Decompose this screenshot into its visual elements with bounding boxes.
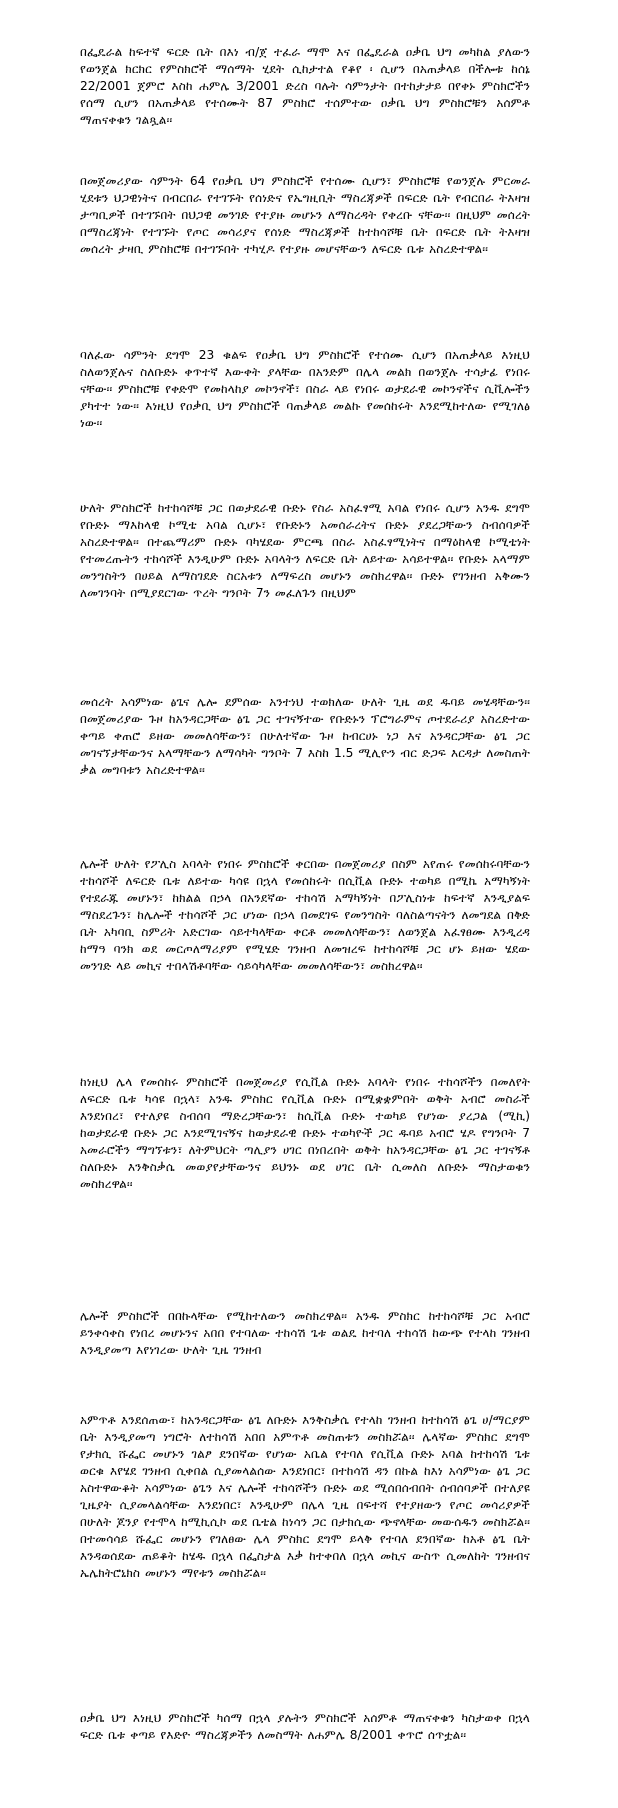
- paragraph-4: ሁለት ምስክሮች ከተከሳሾቹ ጋር በወታደራዊ ቡድኑ የስራ አስፈፃሚ አባል የነበሩ ሲሆን አንዱ ደግሞ የቡድኑ ማእከላዊ ኮሚቴ አባል ሲሆኑ፣ የቡድኑን አመሰራረትና ቡድኑ ያደረጋቸውን ስብሰባዎች አስረድተዋል፡፡ በተጨማሪም ቡድኑ ባካሄደው ምርጫ በስራ አስፈፃሚነትና በማዕከላዊ ኮሚቴነት የተመረጡትን ተከሳሾች እንዲሁም ቡድኑ አባላትን ለፍርድ ቤት ለይተው አሳይተዋል፡፡ የቡድኑ አላማም መንግስትን በሀይል ለማስገደድ ስርአቱን ለማፍረስ መሆኑን መስክረዋል፡፡ ቡድኑ የገንዘብ አቅሙን ለመገንባት በሚያደርገው ጥረት ግንቦት 7ን መፈለጉን በዚህም: [80, 501, 530, 600]
- paragraph-1: በፌዴራል ከፍተኛ ፍርድ ቤት በእነ ብ/ጀ ተፈራ ማሞ እና በፌዴራል ዐቃቤ ህግ መካከል ያለውን የወንጀል ክርክር የምስክሮች ማሰማት ሂደት ሲከታተል የቆየ ፡ ሲሆን በአጠቃላይ በችሎቱ ከሰኔ 22/2001 ጀምሮ እስከ ሐምሌ 3/2001 ድረስ ባሉት ሳምንታት በተከታታይ በየቀኑ ምስክሮችን የሰማ ሲሆን በአጠቃላይ የተሰሙት 87 ምስክሮ ተሰምተው ዐቃቤ ህግ ምስክሮቹን አሰምቶ ማጠናቀቁን ገልጿል፡፡: [80, 45, 530, 127]
- paragraph-2: በመጀመሪያው ሳምንት 64 የዐቃቤ ህግ ምስክሮች የተሰሙ ሲሆን፣ ምስክሮቹ የወንጀሉ ምርመራ ሂደቱን ህጋዊነትና በብርበራ የተገኙት የሰነድና የኤግዚቢት ማስረጃዎች በፍርድ ቤት የብርበራ ትእዛዝ ታጣቢዎች በተገኙበት በህጋዊ መንገድ የተያዙ መሆኑን ለማስረዳት የቀረቡ ናቸው፡፡ በዚህም መሰረት በማስረጃነት የተገኙት የጦር መሳሪያና የሰነድ ማስረጃዎች ከተከሳሾቹ ቤት በፍርድ ቤት ትእዛዝ መሰረት ታዛቢ ምስክሮቹ በተገኙበት ተካሂዶ የተያዙ መሆናቸውን ለፍርድ ቤቱ አስረድተዋል፡፡: [80, 174, 530, 256]
- paragraph-8: ሌሎች ምስክሮች በበኩላቸው የሚከተለውን መስክረዋል፡፡ አንዱ ምስክር ከተከሳሾቹ ጋር አብሮ ይንቀሳቀስ የነበረ መሆኑንና አበበ የተባለው ተከሳሽ ጌቱ ወልዴ ከተባለ ተከሳሽ ከውጭ የተላከ ገንዘብ እንዲያመጣ እየነገረው ሁለት ጊዜ ገንዘብ: [80, 1309, 530, 1357]
- paragraph-10: ዐቃቤ ህግ እነዚህ ምስክሮች ካሰማ በኋላ ያሉትን ምስክሮች አሰምቶ ማጠናቀቁን ካስታወቀ በኋላ ፍርድ ቤቱ ቀጣይ የእድዮ ማስረጃዎችን ለመስማት ለሐምሌ 8/2001 ቀጥሮ ሰጥቷል፡፡: [80, 1711, 530, 1742]
- paragraph-9: አምጥቶ እንደሰጠው፣ ከአንዳርጋቸው ፅጌ ለቡድኑ እንቅስቃሴ የተላከ ገንዘብ ከተከሳሽ ፅጌ ሀ/ማርያም ቤት እንዲያመጣ ነግሮት ለተከሳሽ አበበ አምጥቶ መስጠቱን መስክሯል፡፡ ሌላኛው ምስክር ደግሞ የታክሲ ሹፌር መሆኑን ገልፆ ደንበኛው የሆነው አቤል የተባለ የሲቪል ቡድኑ አባል ከተከሳሽ ጌቱ ወርቁ እየሄደ ገንዘብ ሲቀበል ሲያመላልሰው እንደነበር፣ በተከሳሽ ዳን በኩል ከእነ አሳምነው ፅጌ ጋር አስተዋውቆት አሳምነው ፅጌን እና ሌሎች ተከሳሾችን ቡድኑ ወደ ሚሰበሰብበት ሰብሰባዎች በተለያዩ ጊዜያት ሲያመላልሳቸው እንደነበር፣ እንዲሁም በሌላ ጊዜ በፍተሻ የተያዘውን የጦር መሳሪያዎች በሁለት ጆንያ የተሞላ ከሚኪሲኮ ወደ ቤቴል ከነሳን ጋር በታክሲው ጭኖላቸው መውሰዱን መስክሯል፡፡ በተመሳሳይ ሹፌር መሆኑን የገለፀው ሌላ ምስክር ደግሞ ይላቅ የተባለ ደንበኛው ከአቶ ፅጌ ቤት እንዳወሰደው ጠይቆት ከሄዱ በኋላ በፌስታል እቃ ከተቀበለ በኋላ መኪና ውስጥ ሲመለከት ገንዘብና ኤሌክትሮኒክስ መሆኑን ማየቱን መስክሯል፡፡: [80, 1413, 530, 1580]
- paragraph-6: ሌሎች ሁለት የፖሊስ አባላት የነበሩ ምስክሮች ቀርበው በመጀመሪያ በስም አየጠሩ የመሰከሩባቸውን ተከሳሾች ለፍርድ ቤቱ ለይተው ካሳዩ በኋላ የመሰከሩት በሲቪል ቡድኑ ተወካይ በሚኬ አማካኝነት የተደራጁ መሆኑን፣ ከክልል በኃላ በአንደኛው ተከሳሽ አማካኝነት በፖሊስነቱ ከፍተኛ እንዲያልፍ ማስደረጉን፣ ከሌሎች ተከሳሾች ጋር ሆነው በኃላ በመደገፍ የመንግስት ባለስልጣናትን ለመግደል በቅድ ቤት አካባቢ ስምሪት አድርገው ሳይተካላቸው ቀርቶ መመለሳቸውን፣ ለወንጀል አፈፃፀሙ እንዲረዳ ከማዓ ባንክ ወደ መርጦለማሪያም የሚሄድ ገንዘብ ለመዝረፍ ከተከሳሾቹ ጋር ሆኑ ይዘው ሄደው መንገድ ላይ መኪና ተበላሽቶባቸው ሳይሳካላቸው መመለሳቸውን፣ መስክረዋል፡፡: [80, 857, 530, 973]
- paragraph-3: ባለፈው ሳምንት ደግሞ 23 ቁልፍ የዐቃቤ ህግ ምስክሮች የተሰሙ ሲሆን በአጠቃላይ እነዚህ ስለወንጀሉና ስለቡድኑ ቀጥተኛ እውቀት ያላቸው በአንድም በሌላ መልክ በወንጀሉ ተሳታፊ የነበሩ ናቸው፡፡ ምስክሮቹ የቀድሞ የመከላከያ መኮንኖች፣ በስራ ላይ የነበሩ ወታደራዊ መኮንኖችና ሲቪሎችን ያካተተ ነው፡፡ እነዚህ የዐቃቢ ህግ ምስክሮች ባጠቃላይ መልኩ የመሰከሩት እንደሚከተለው የሚገለፅ ነው፡፡: [80, 348, 530, 430]
- paragraph-5: መሰረት አሳምነው ፅጌና ሌሎ ደምሰው አንተነህ ተወክለው ሁለት ጊዜ ወደ ዱባይ መሄዳቸውን፡፡ በመጀመሪያው ጉዞ ከአንዳርጋቸው ፅጌ ጋር ተገናኝተው የቡድኑን ፕሮግራምና ጦተደራሪያ አስረድተው ቀጣይ ቀጠሮ ይዘው መመለሳቸውን፣ በሁለተኛው ጉዞ ከብርሀኑ ነጋ እና አንዳርጋቸው ፅጌ ጋር መገናኘታቸውንና አላማቸውን ለማሳካት ግንቦት 7 እስከ 1.5 ሚሊዮን ብር ድጋፍ እርዳታ ለመስጠት ቃል መግባቱን አስረድተዋል፡፡: [80, 695, 530, 777]
- paragraph-7: ከነዚህ ሌላ የመሰከሩ ምስክሮች በመጀመሪያ የሲቪል ቡድኑ አባላት የነበሩ ተከሳሾችን በመለየት ለፍርድ ቤቱ ካሳዩ በኋላ፣ አንዱ ምስክር የሲቪል ቡድኑ በሚቋቋምበት ወቅት አብሮ መስራች እንደነበረ፣ የተለያዩ ስብሰባ ማድረጋቸውን፣ ከሲቪል ቡድኑ ተወካይ የሆነው ያረጋል (ሚኪ) ከወታደራዊ ቡድኑ ጋር እንደሚገናኝና ከወታደራዊ ቡድኑ ተወካዮች ጋር ዱባይ አብሮ ሄዶ የግንቦት 7 አመራሮችን ማግኘቱን፣ ለትምህርት ጣሊያን ሀገር በነበረበት ወቅት ከአንዳርጋቸው ፅጌ ጋር ተገናኝቶ ስለቡድኑ እንቅስቃሴ መወያየታቸውንና ይህንኑ ወደ ሀገር ቤት ሲመለስ ለቡድኑ ማስታወቁን መስክረዋል፡፡: [80, 1075, 530, 1191]
